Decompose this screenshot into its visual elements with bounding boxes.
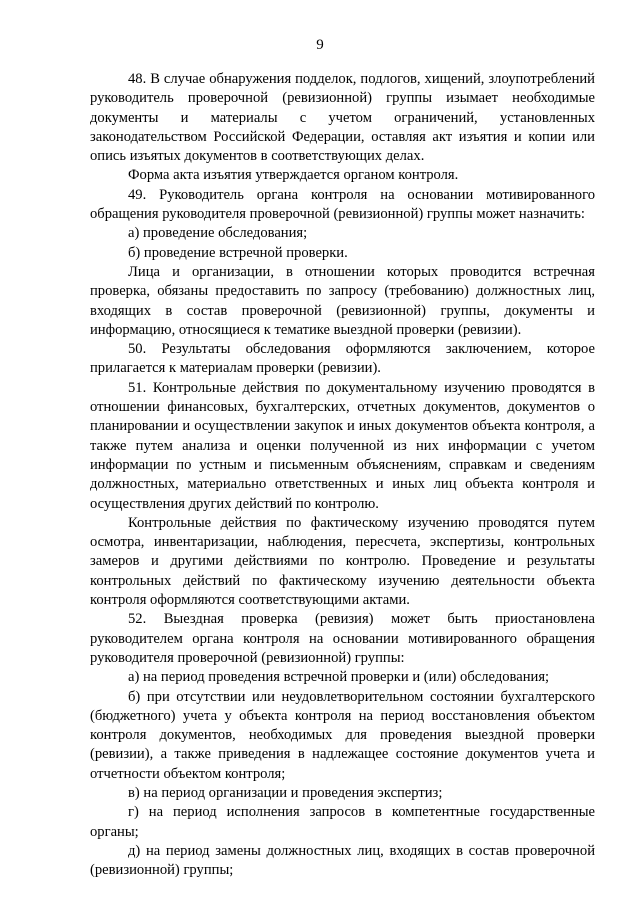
page-number: 9: [316, 37, 324, 53]
list-item-52-a: а) на период проведения встречной проверки и (или) обследования;: [128, 669, 550, 686]
list-item-49-b: б) проведение встречной проверки.: [128, 244, 348, 261]
list-item-52-v: в) на период организации и проведения экспертиз;: [128, 784, 443, 801]
paragraph-49: 49. Руководитель органа контроля на основании мотивированного обращения руководителя проверочной (ревизионной) группы может назначить:: [90, 186, 595, 223]
list-item-52-b: б) при отсутствии или неудовлетворительном состоянии бухгалтерского (бюджетного) учета у объекта контроля на период восстановления объектом контроля документов, необходимых для проведения выездной проверки (ревизии), а также приведения в надлежащее состояние документов учета и отчетности объектом контроля;: [90, 688, 595, 782]
paragraph-52: 52. Выездная проверка (ревизия) может быть приостановлена руководителем органа контроля на основании мотивированного обращения руководителя проверочной (ревизионной) группы:: [90, 611, 595, 666]
paragraph-51: 51. Контрольные действия по документальному изучению проводятся в отношении финансовых, бухгалтерских, отчетных документов, документов о планировании и осуществлении закупок и иных документов объекта контроля, а также путем анализа и оценки полученной из них информации с учетом информации по устным и письменным объяснениям, справкам и сведениям должностных, материально ответственных и иных лиц объекта контроля и осуществления других действий по контролю.: [90, 379, 595, 512]
paragraph-act-form: Форма акта изъятия утверждается органом контроля.: [128, 167, 459, 184]
list-item-49-a: а) проведение обследования;: [128, 225, 308, 242]
paragraph-factual-study: Контрольные действия по фактическому изучению проводятся путем осмотра, инвентаризации, наблюдения, пересчета, экспертизы, контрольных замеров и другими действиями по контролю. Проведение и результаты контрольных действий по фактическому изучению деятельности объекта контроля оформляются соответствующими актами.: [90, 514, 595, 609]
list-item-52-g: г) на период исполнения запросов в компетентные государственные органы;: [90, 804, 595, 840]
list-item-52-d: д) на период замены должностных лиц, входящих в состав проверочной (ревизионной) группы;: [90, 842, 595, 879]
paragraph-48: 48. В случае обнаружения подделок, подлогов, хищений, злоупотреблений руководитель проверочной (ревизионной) группы изымает необходимые документы и материалы с учетом ограничений, установленных законодательством Российской Федерации, оставляя акт изъятия и копии или опись изъятых документов в соответствующих делах.: [90, 71, 595, 165]
paragraph-50: 50. Результаты обследования оформляются заключением, которое прилагается к материалам проверки (ревизии).: [90, 341, 595, 377]
document-body: [90, 70, 595, 880]
paragraph-counter-check: Лица и организации, в отношении которых проводится встречная проверка, обязаны предоставить по запросу (требованию) должностных лиц, входящих в состав проверочной (ревизионной) группы, документы и информацию, относящиеся к тематике выездной проверки (ревизии).: [90, 263, 595, 338]
